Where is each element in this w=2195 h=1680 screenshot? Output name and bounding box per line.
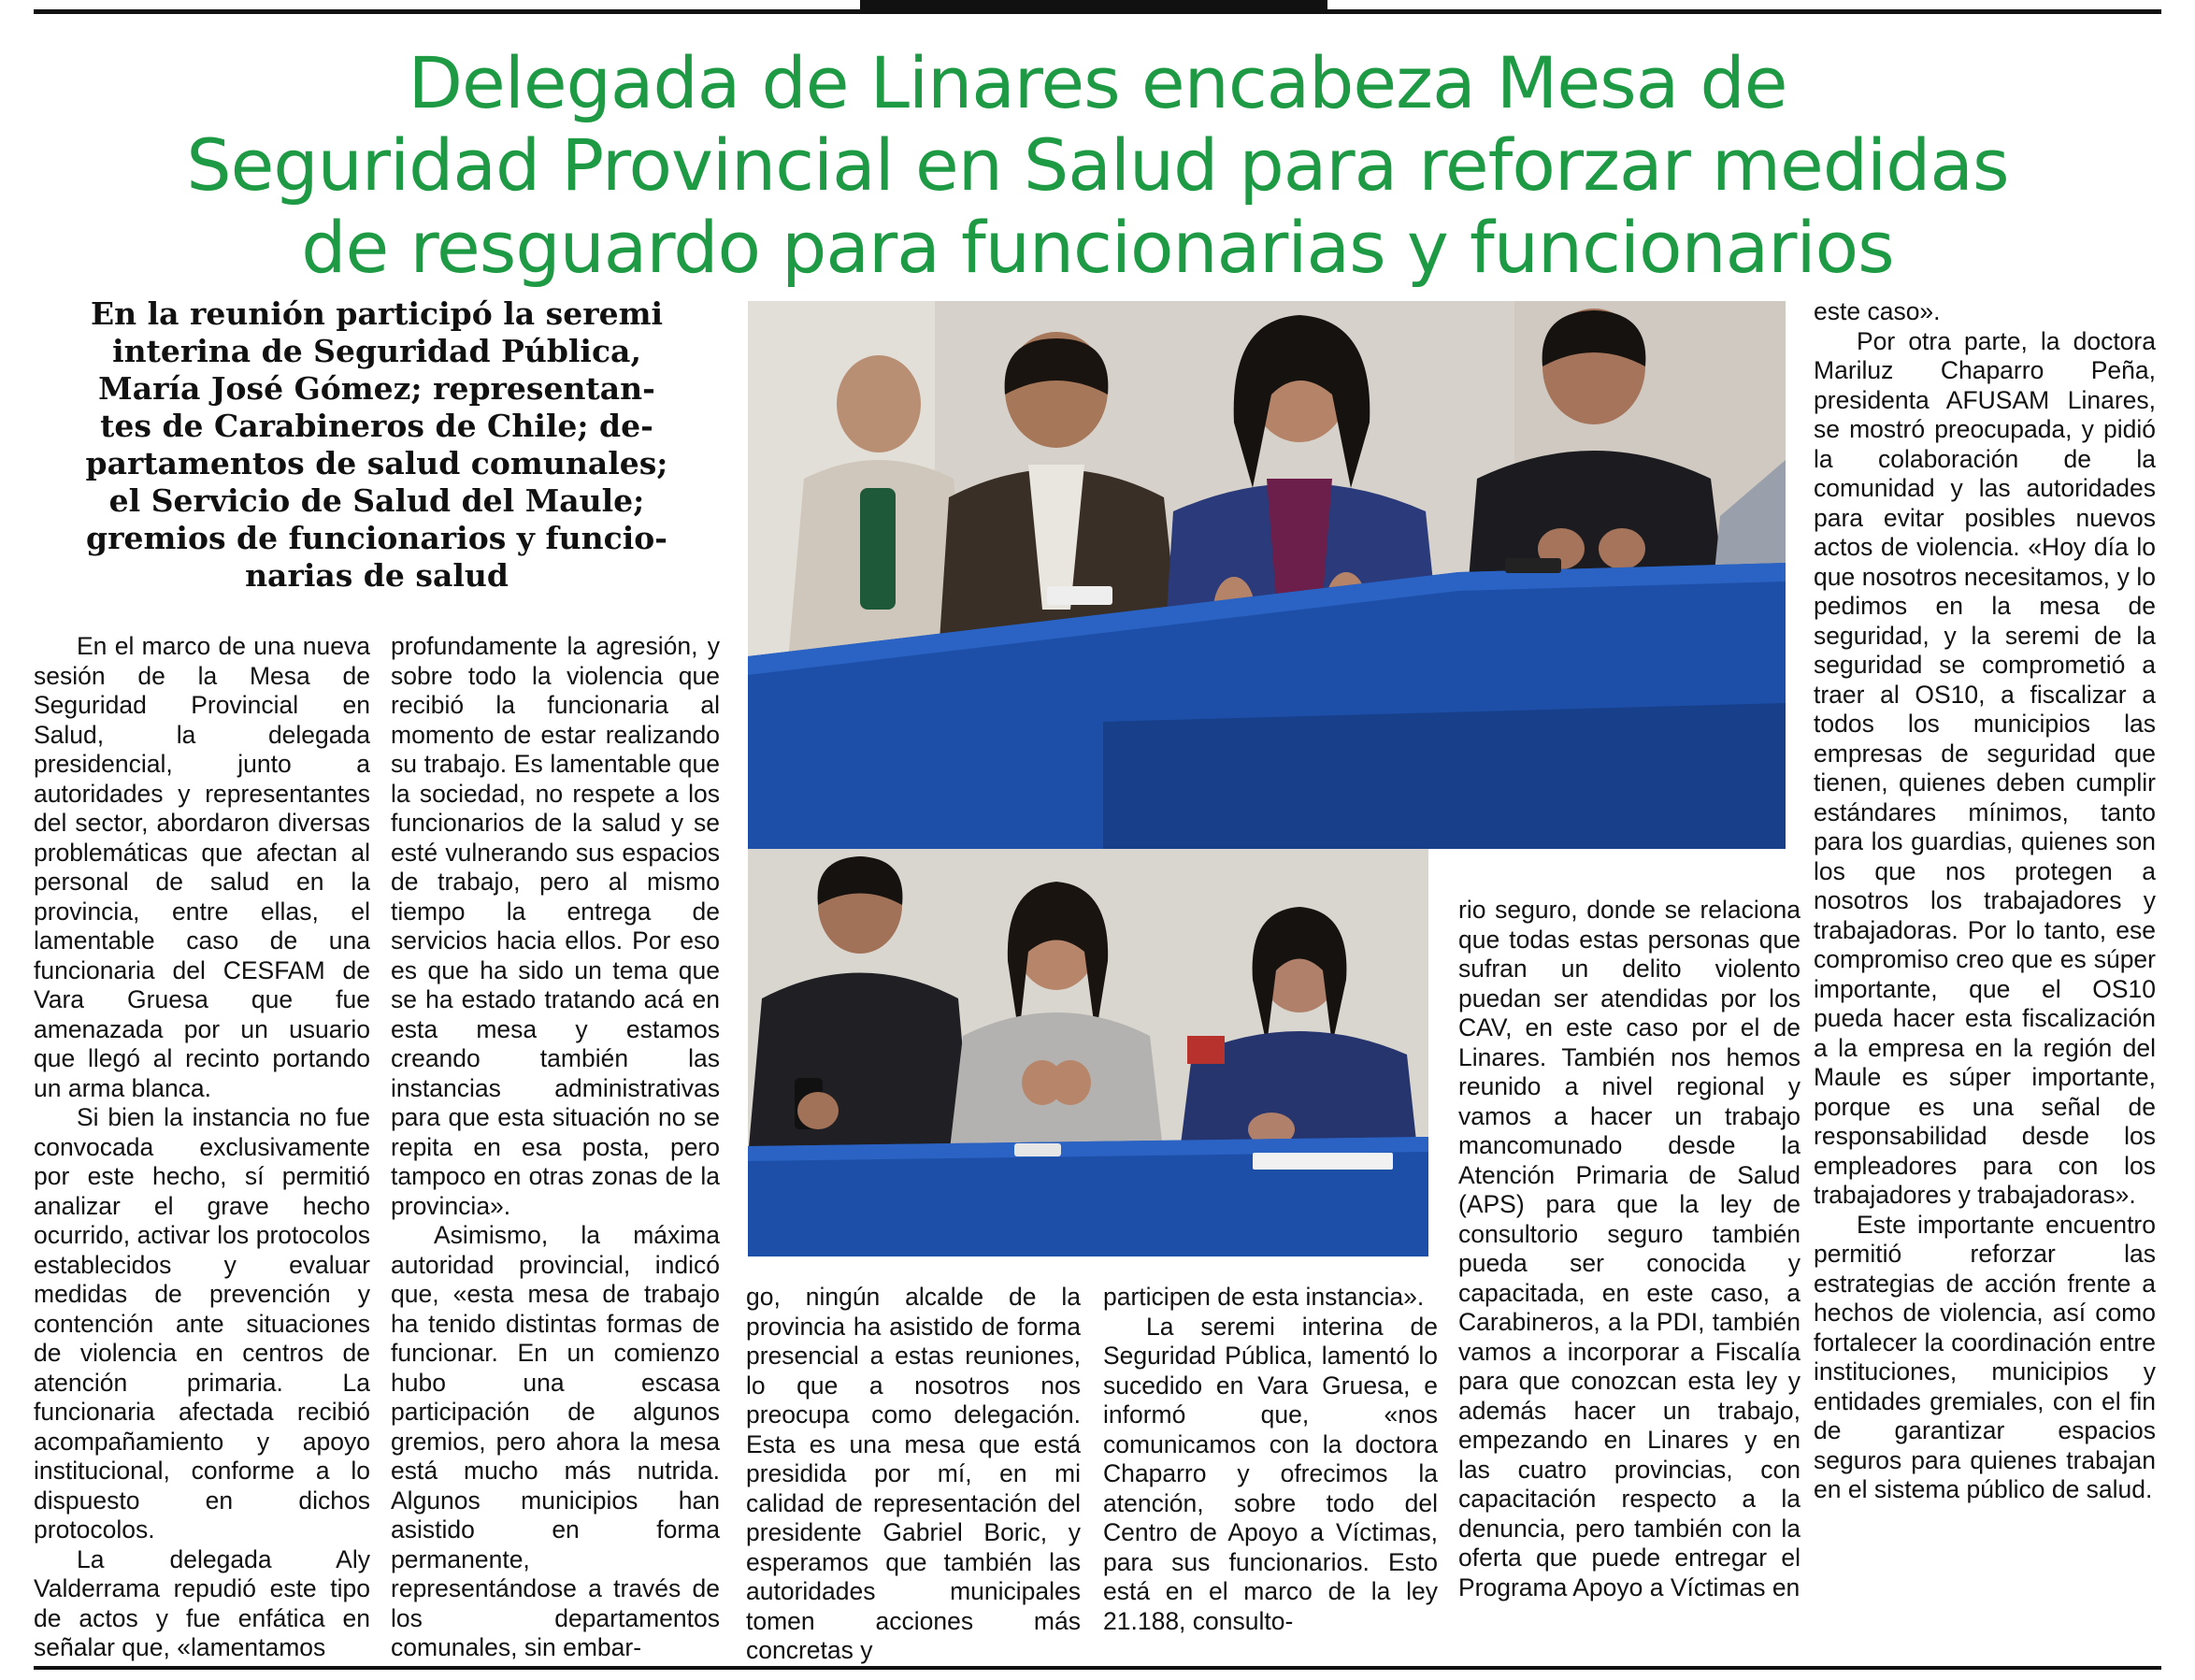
article-column-6 xyxy=(1814,297,2156,1505)
article-headline xyxy=(34,42,2161,289)
article-lead xyxy=(37,295,716,595)
bottom-rule xyxy=(34,1666,2161,1670)
lead-line: el Servicio de Salud del Maule; xyxy=(108,482,645,519)
article-column-5 xyxy=(1458,896,1800,1602)
photo-meeting-three-people-icon xyxy=(748,849,1428,1256)
headline-line-3: de resguardo para funcionarias y funcionarios xyxy=(301,206,1894,289)
article-column-3 xyxy=(746,1283,1081,1666)
photo-meeting-top xyxy=(748,301,1786,849)
paragraph: go, ningún alcalde de la provincia ha asistido de forma presencial a estas reuniones, lo que a nosotros nos preocupa como delegación. Esta es una mesa que está presidida por mí, en mi calidad de representación del presidente Gabriel Boric, y esperamos que también las autoridades municipales tomen acciones más concretas y xyxy=(746,1283,1081,1664)
paragraph: Este importante encuentro permitió reforzar las estrategias de acción frente a hechos de violencia, así como fortalecer la coordinación entre instituciones, municipios y entidades gremiales, con el fin de garantizar espacios seguros para quienes trabajan en el sistema público de salud. xyxy=(1814,1210,2156,1503)
photo-meeting-bottom xyxy=(748,849,1428,1256)
headline-line-2: Seguridad Provincial en Salud para reforzar medidas xyxy=(186,123,2009,207)
paragraph: Si bien la instancia no fue convocada exclusivamente por este hecho, sí permitió analizar el grave hecho ocurrido, activar los protocolos establecidos y evaluar medidas de prevención y contención ante situaciones de violencia en centros de atención primaria. La funcionaria afectada recibió acompañamiento y apoyo institucional, conforme a lo dispuesto en dichos protocolos. xyxy=(34,1103,370,1544)
top-rule xyxy=(34,9,2161,14)
paragraph: rio seguro, donde se relaciona que todas estas personas que sufran un delito violento puedan ser atendidas por los CAV, en este caso por el de Linares. También nos hemos reunido a nivel regional y vamos a hacer un trabajo mancomunado desde la Atención Primaria de Salud (APS) para que la ley de consultorio seguro también pueda ser conocida y capacitada, en este caso, a Carabineros, a la PDI, también vamos a incorporar a Fiscalía para que conozcan esta ley y además hacer un trabajo, empezando en Linares y en las cuatro provincias, con capacitación respecto a la denuncia, pero también con la oferta que puede entregar el Programa Apoyo a Víctimas en xyxy=(1458,896,1800,1601)
paragraph: participen de esta instancia». xyxy=(1103,1283,1425,1311)
paragraph: En el marco de una nueva sesión de la Mesa de Seguridad Provincial en Salud, la delegada presidencial, junto a autoridades y representantes del sector, abordaron diversas problemáticas que afectan al personal de salud en la provincia, entre ellas, el lamentable caso de una funcionaria del CESFAM de Vara Gruesa que fue amenazada por un usuario que llegó al recinto portando un arma blanca. xyxy=(34,632,370,1102)
lead-line: narias de salud xyxy=(245,557,509,594)
paragraph: La seremi interina de Seguridad Pública, lamentó lo sucedido en Vara Gruesa, e informó que, «nos comunicamos con la doctora Chaparro y ofrecimos la atención, sobre todo del Centro de Apoyo a Víctimas, para sus funcionarios. Esto está en el marco de la ley 21.188, consulto- xyxy=(1103,1312,1438,1635)
lead-line: partamentos de salud comunales; xyxy=(85,445,668,481)
paragraph: La delegada Aly Valderrama repudió este tipo de actos y fue enfática en señalar que, «lamentamos xyxy=(34,1544,370,1661)
header-tab-bar xyxy=(860,0,1327,9)
lead-line: tes de Carabineros de Chile; de- xyxy=(100,408,653,444)
lead-line: interina de Seguridad Pública, xyxy=(112,333,641,369)
article-column-1 xyxy=(34,632,370,1663)
article-column-4 xyxy=(1103,1283,1438,1636)
photo-meeting-four-people-icon xyxy=(748,301,1786,849)
paragraph: este caso». xyxy=(1814,297,1941,325)
paragraph: Por otra parte, la doctora Mariluz Chaparro Peña, presidenta AFUSAM Linares, se mostró preocupada, y pidió la colaboración de la comunidad y las autoridades para evitar posibles nuevos actos de violencia. «Hoy día lo que nosotros necesitamos, y lo pedimos en la mesa de seguridad, y la seremi de la seguridad se comprometió a traer al OS10, a fiscalizar a todos los municipios las empresas de seguridad que tienen, quienes deben cumplir estándares mínimos, tanto para los guardias, quienes son los que nos protegen a nosotros los trabajadores y trabajadoras. Por lo tanto, ese compromiso creo que es súper importante, que el OS10 pueda hacer esta fiscalización a la empresa en la región del Maule es súper importante, porque es una señal de responsabilidad desde los empleadores para con los trabajadores y trabajadoras». xyxy=(1814,326,2156,1209)
paragraph: Asimismo, la máxima autoridad provincial, indicó que, «esta mesa de trabajo ha tenido distintas formas de funcionar. En un comienzo hubo una escasa participación de algunos gremios, pero ahora la mesa está mucho más nutrida. Algunos municipios han asistido en forma permanente, representándose a través de los departamentos comunales, sin embar- xyxy=(391,1221,720,1661)
paragraph: profundamente la agresión, y sobre todo la violencia que recibió la funcionaria al momento de estar realizando su trabajo. Es lamentable que la sociedad, no respete a los funcionarios de la salud y se esté vulnerando sus espacios de trabajo, pero al mismo tiempo la entrega de servicios hacia ellos. Por eso es que ha sido un tema que se ha estado tratando acá en esta mesa y estamos creando también las instancias administrativas para que esta situación no se repita en esa posta, pero tampoco en otras zonas de la provincia». xyxy=(391,632,720,1220)
lead-line: María José Gómez; representan- xyxy=(98,370,655,407)
lead-line: En la reunión participó la seremi xyxy=(90,295,664,332)
lead-line: gremios de funcionarios y funcio- xyxy=(86,520,667,556)
headline-line-1: Delegada de Linares encabeza Mesa de xyxy=(408,41,1787,124)
article-column-2 xyxy=(391,632,720,1663)
